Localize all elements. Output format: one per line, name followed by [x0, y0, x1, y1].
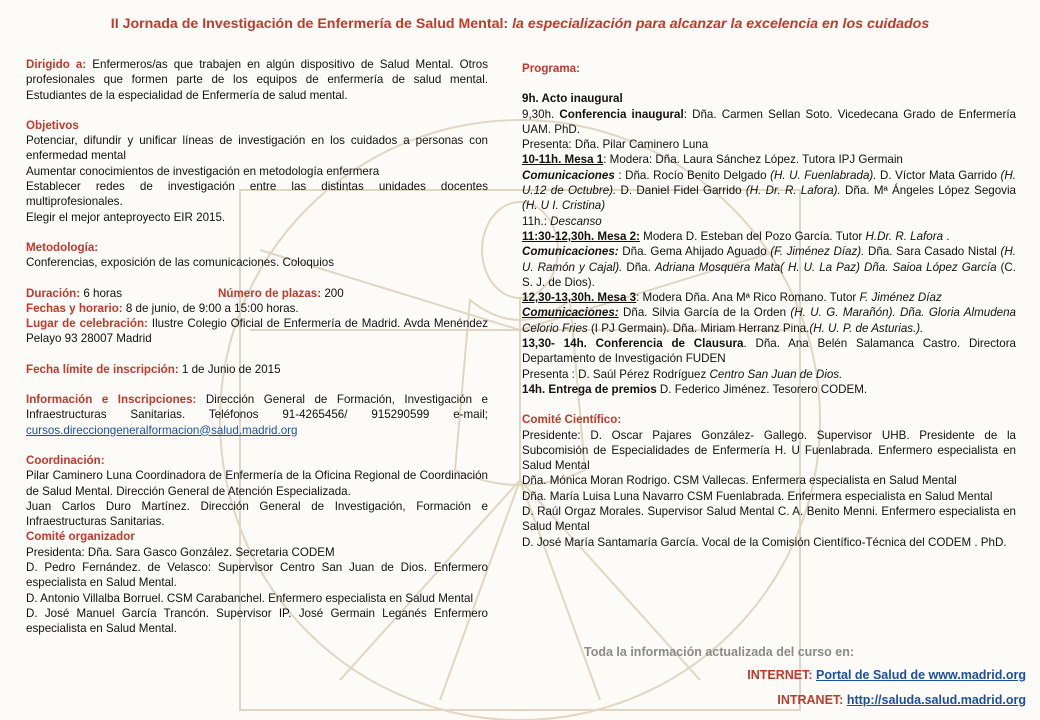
comite-organizador-label: Comité organizador	[26, 530, 135, 544]
footer-internet	[747, 668, 1026, 682]
metodologia-text: Conferencias, exposición de las comunicaciones. Coloquios	[26, 256, 335, 270]
descanso-label: Descanso	[550, 214, 602, 228]
presenta-2	[522, 367, 1016, 382]
dirigido-section	[26, 57, 488, 103]
premios-head: 14h. Entrega de premios	[522, 382, 657, 396]
clausura	[522, 336, 1016, 367]
objetivo-item: Aumentar conocimientos de investigación en metodología enfermera	[26, 164, 380, 178]
fechas-label: Fechas y horario:	[26, 301, 123, 315]
duracion-label: Duración:	[26, 286, 81, 300]
info-label: Información e Inscripciones:	[26, 393, 197, 407]
page-title	[0, 16, 1040, 32]
objetivo-item: Potenciar, difundir y unificar líneas de investigación en los cuidados a personas con enfermedad mental	[26, 134, 488, 163]
organizer-item: D. Antonio Villalba Borruel. CSM Carabanchel. Enfermero especialista en Salud Mental	[26, 591, 474, 605]
mesa-2-hospital: H.Dr. R. Lafora	[865, 229, 944, 243]
dirigido-label: Dirigido a:	[26, 58, 87, 71]
clausura-head: 13,30- 14h. Conferencia de Clausura	[522, 337, 744, 351]
conferencia-title: Conferencia inaugural	[554, 107, 684, 121]
fechas-row	[26, 301, 488, 316]
comite-cientifico-label: Comité Científico:	[522, 413, 622, 427]
cientifico-item: Dña. Mónica Moran Rodrigo. CSM Vallecas. Enfermera especialista en Salud Mental	[522, 474, 957, 488]
mesa-1-text: : Modera: Dña. Laura Sánchez López. Tutora IPJ Germain	[603, 153, 903, 167]
com-hospital: (H. U. Ramón y Cajal).	[522, 245, 1017, 274]
com-text: : Dña. Rocío Benito Delgado	[614, 168, 771, 182]
mesa-2-head: 11:30-12,30h. Mesa 2:	[522, 229, 640, 243]
lugar-label: Lugar de celebración:	[26, 317, 148, 331]
com-hospital: Adriana Mosquera Mata( H. U. La Paz) Dña. Saioa López García	[654, 260, 997, 274]
com-text: Dña.	[622, 260, 655, 274]
internet-link[interactable]: Portal de Salud de www.madrid.org	[816, 668, 1026, 682]
lugar-value: Ilustre Colegio Oficial de Enfermería de Madrid. Avda Menéndez Pelayo 93 28007 Madrid	[26, 317, 488, 346]
plazas-label: Número de plazas:	[218, 286, 322, 300]
com-hospital: (H. U.12 de Octubre).	[522, 168, 1016, 198]
com-text: Dña. Silvia García de la Orden	[618, 306, 791, 320]
info-text: Dirección General de Formación, Investigación e Infraestructuras Sanitarias. Teléfonos 91-4265456/ 915290599 e-mail;	[26, 393, 488, 422]
coordinacion-item: Juan Carlos Duro Martínez. Dirección General de Investigación, Formación e Infraestructuras Sanitarias.	[26, 499, 488, 529]
com-hospital: (H. Dr. R. Lafora).	[745, 184, 841, 198]
title-main: II Jornada de Investigación de Enfermería de Salud Mental:	[110, 16, 513, 32]
com-hospital: (H. U. Fuenlabrada).	[770, 168, 877, 182]
limite-row	[26, 362, 488, 377]
descanso	[522, 214, 1016, 229]
com-text: Dña. Sara Casado Nistal	[864, 245, 1001, 259]
com-hospital: (F. Jiménez Díaz).	[770, 245, 865, 259]
mesa-1-head: 10-11h. Mesa 1	[522, 153, 604, 167]
right-column	[522, 61, 1016, 550]
programa-label: Programa:	[522, 62, 580, 75]
premios-text: D. Federico Jiménez. Tesorero CODEM.	[656, 382, 868, 396]
com-text: D. Víctor Mata Garrido	[876, 168, 1001, 182]
mesa-2	[522, 229, 1016, 244]
comunicaciones-label: Comunicaciones:	[522, 306, 619, 320]
metodologia-label: Metodología:	[26, 240, 99, 254]
duracion-row	[26, 286, 488, 301]
mesa-2-text: Modera D. Esteban del Pozo García. Tutor	[639, 229, 866, 243]
presenta-centro: Centro San Juan de Dios.	[709, 367, 843, 381]
objetivo-item: Elegir el mejor anteproyecto EIR 2015.	[26, 210, 226, 224]
comunicaciones-label: Comunicaciones:	[522, 245, 619, 259]
com-text: (C. S. J. de Dios).	[522, 260, 1016, 289]
acto-inaugural-text: 9h. Acto inaugural	[522, 92, 623, 106]
mesa-3-text: : Modera Dña. Ana Mª Rico Romano. Tutor	[636, 291, 860, 305]
intranet-link[interactable]: http://saluda.salud.madrid.org	[846, 693, 1026, 707]
footer-intranet	[777, 693, 1026, 707]
mesa-3-comunicaciones	[522, 305, 1016, 336]
fechas-value: 8 de junio, de 9:00 a 15:00 horas.	[122, 301, 299, 315]
com-text: D. Daniel Fidel Garrido	[616, 184, 746, 198]
mesa-3	[522, 290, 1016, 305]
conferencia-time: 9,30h.	[522, 107, 555, 121]
com-text: (I PJ Germain). Dña. Miriam Herranz Pina.	[587, 321, 810, 335]
duracion-value: 6 horas	[80, 286, 123, 300]
cientifico-item: Presidente: D. Oscar Pajares González- Gallego. Supervisor UHB. Presidente de la Subcomisión de Especialidades de Enfermería H. U Fuenlabrada. Enfermero especialista en Salud Mental	[522, 428, 1016, 473]
presidenta-label: Presidenta	[26, 545, 82, 559]
internet-label: INTERNET:	[747, 668, 816, 682]
objetivo-item: Establecer redes de investigación entre las distintas unidades docentes multiprofesionales.	[26, 180, 488, 209]
presidenta-value: : Dña. Sara Gasco González. Secretaria CODEM	[81, 545, 335, 559]
clausura-text: . Dña. Ana Belén Salamanca Castro. Directora Departamento de Investigación FUDEN	[522, 337, 1016, 366]
presenta-text: Presenta : D. Saúl Pérez Rodríguez	[522, 367, 710, 381]
presenta-1: Presenta: Dña. Pilar Caminero Luna	[522, 138, 709, 152]
dirigido-text: Enfermeros/as que trabajen en algún dispositivo de Salud Mental. Otros profesionales que formen parte de los equipos de enfermería de salud mental. Estudiantes de la especialidad de Enfermería de salud mental.	[26, 58, 488, 102]
left-column	[26, 57, 488, 637]
organizer-item: D. Pedro Fernández. de Velasco: Supervisor Centro San Juan de Dios. Enfermero especialista en Salud Mental.	[26, 561, 488, 590]
conferencia-text: : Dña. Carmen Sellan Soto. Vicedecana Grado de Enfermería UAM. PhD.	[522, 107, 1017, 136]
limite-value: 1 de Junio de 2015	[178, 362, 281, 376]
com-text: Dña. Gema Ahijado Aguado	[618, 245, 771, 259]
premios	[522, 382, 1016, 397]
title-italic: la especialización para alcanzar la excelencia en los cuidados	[512, 16, 930, 32]
com-text: Dña. Mª Ángeles López Segovia	[840, 184, 1016, 198]
conferencia-inaugural	[522, 107, 1016, 138]
mesa-2-end: .	[943, 229, 950, 243]
descanso-time: 11h.:	[522, 214, 551, 228]
comunicaciones-label: Comunicaciones	[522, 168, 615, 182]
email-link[interactable]: cursos.direcciongeneralformacion@salud.madrid.org	[26, 423, 298, 437]
com-hospital: (H. U. G. Marañón). Dña. Gloria Almudena Celorio Fries	[522, 306, 1016, 335]
presidenta-row	[26, 545, 488, 560]
plazas-value: 200	[321, 286, 344, 300]
coordinacion-label: Coordinación:	[26, 453, 105, 467]
footer-info: Toda la información actualizada del curso en:	[584, 645, 854, 659]
mesa-2-comunicaciones	[522, 244, 1016, 290]
objetivos-label: Objetivos	[26, 118, 79, 132]
com-hospital: (H. U. P. de Asturias.).	[809, 321, 924, 335]
coordinacion-item: Pilar Caminero Luna Coordinadora de Enfermería de la Oficina Regional de Coordinación de Salud Mental. Dirección General de Atención Especializada.	[26, 469, 488, 498]
cientifico-item: D. José María Santamaría García. Vocal de la Comisión Científico-Técnica del CODEM . PhD.	[522, 535, 1007, 549]
mesa-1	[522, 152, 1016, 167]
mesa-1-comunicaciones	[522, 168, 1016, 214]
organizer-item: D. José Manuel García Trancón. Supervisor IP. José Germain Leganés Enfermero especialista en Salud Mental.	[26, 606, 488, 636]
info-row	[26, 392, 488, 438]
mesa-3-hospital: F. Jiménez Díaz	[859, 291, 942, 305]
lugar-row	[26, 316, 488, 347]
acto-inaugural	[522, 91, 1016, 106]
limite-label: Fecha límite de inscripción:	[26, 362, 179, 376]
intranet-label: INTRANET:	[777, 693, 847, 707]
cientifico-item: D. Raúl Orgaz Morales. Supervisor Salud Mental C. A. Benito Menni. Enfermero especialista en Salud Mental	[522, 505, 1016, 534]
com-hospital: (H. U I. Cristina)	[522, 199, 606, 213]
cientifico-item: Dña. María Luisa Luna Navarro CSM Fuenlabrada. Enfermera especialista en Salud Mental	[522, 489, 993, 503]
mesa-3-head: 12,30-13,30h. Mesa 3	[522, 291, 637, 305]
